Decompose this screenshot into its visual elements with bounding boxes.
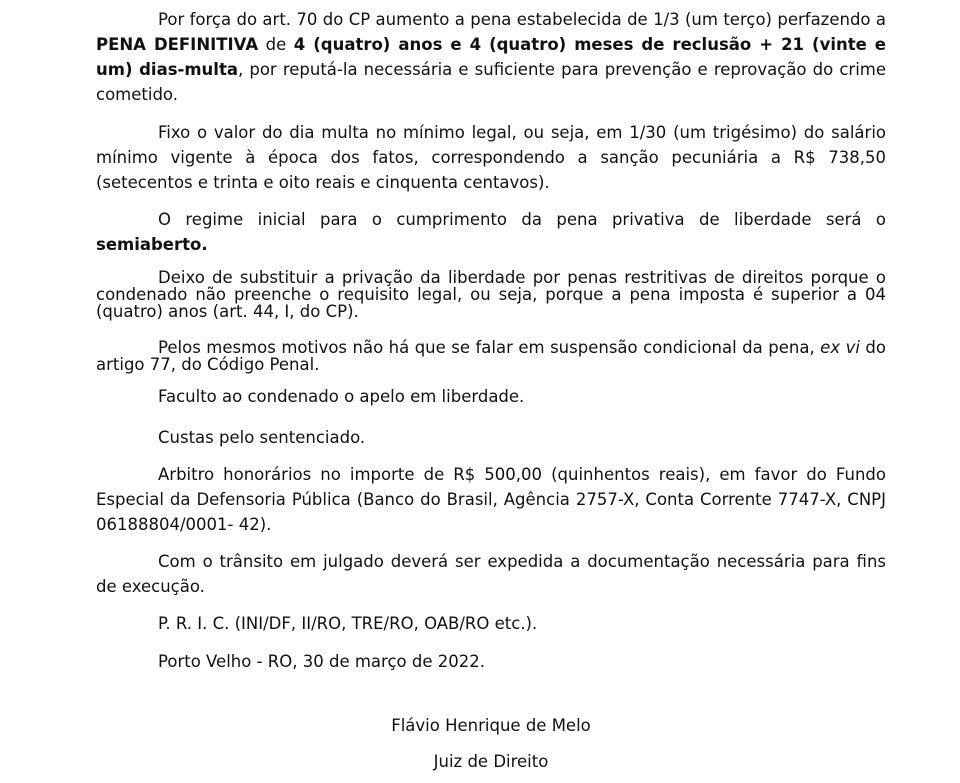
paragraph-no-suspension: Pelos mesmos motivos não há que se falar em suspensão condicional da pena, ex vi do artigo 77, do Código Penal.	[96, 338, 886, 374]
paragraph-execution: Com o trânsito em julgado deverá ser expedida a documentação necessária para fins de execução.	[96, 552, 886, 596]
paragraph-appeal: Faculto ao condenado o apelo em liberdade.	[158, 387, 525, 406]
paragraph-fees: Arbitro honorários no importe de R$ 500,00 (quinhentos reais), em favor do Fundo Especial da Defensoria Pública (Banco do Brasil, Agência 2757-X, Conta Corrente 7747-X, CNPJ 06188804/0001- 42).	[96, 465, 886, 534]
paragraph-penalty: Por força do art. 70 do CP aumento a pena estabelecida de 1/3 (um terço) perfazendo a PENA DEFINITIVA de 4 (quatro) anos e 4 (quatro) meses de reclusão + 21 (vinte e um) dias-multa, por reputá-la necessária e suficiente para prevenção e reprovação do crime cometido.	[96, 10, 886, 104]
signature-title: Juiz de Direito	[433, 752, 549, 771]
signature-name: Flávio Henrique de Melo	[391, 716, 591, 735]
paragraph-regime: O regime inicial para o cumprimento da pena privativa de liberdade será o semiaberto.	[96, 210, 886, 254]
bold-penalty-terms: 4 (quatro) anos e 4 (quatro) meses de reclusão + 21 (vinte e um) dias-multa	[96, 35, 886, 79]
paragraph-date-place: Porto Velho - RO, 30 de março de 2022.	[158, 652, 485, 671]
paragraph-fine-value: Fixo o valor do dia multa no mínimo legal, ou seja, em 1/30 (um trigésimo) do salário mínimo vigente à época dos fatos, correspondendo a sanção pecuniária a R$ 738,50 (setecentos e trinta e oito reais e cinquenta centavos).	[96, 123, 886, 192]
italic-ex-vi: ex vi	[820, 338, 860, 357]
paragraph-pric: P. R. I. C. (INI/DF, II/RO, TRE/RO, OAB/RO etc.).	[158, 614, 538, 633]
paragraph-costs: Custas pelo sentenciado.	[158, 428, 366, 447]
paragraph-no-substitution: Deixo de substituir a privação da liberdade por penas restritivas de direitos porque o condenado não preenche o requisito legal, ou seja, porque a pena imposta é superior a 04 (quatro) anos (art. 44, I, do CP).	[96, 268, 886, 321]
bold-definitive-penalty: PENA DEFINITIVA	[96, 35, 259, 54]
bold-regime: semiaberto.	[96, 235, 208, 254]
